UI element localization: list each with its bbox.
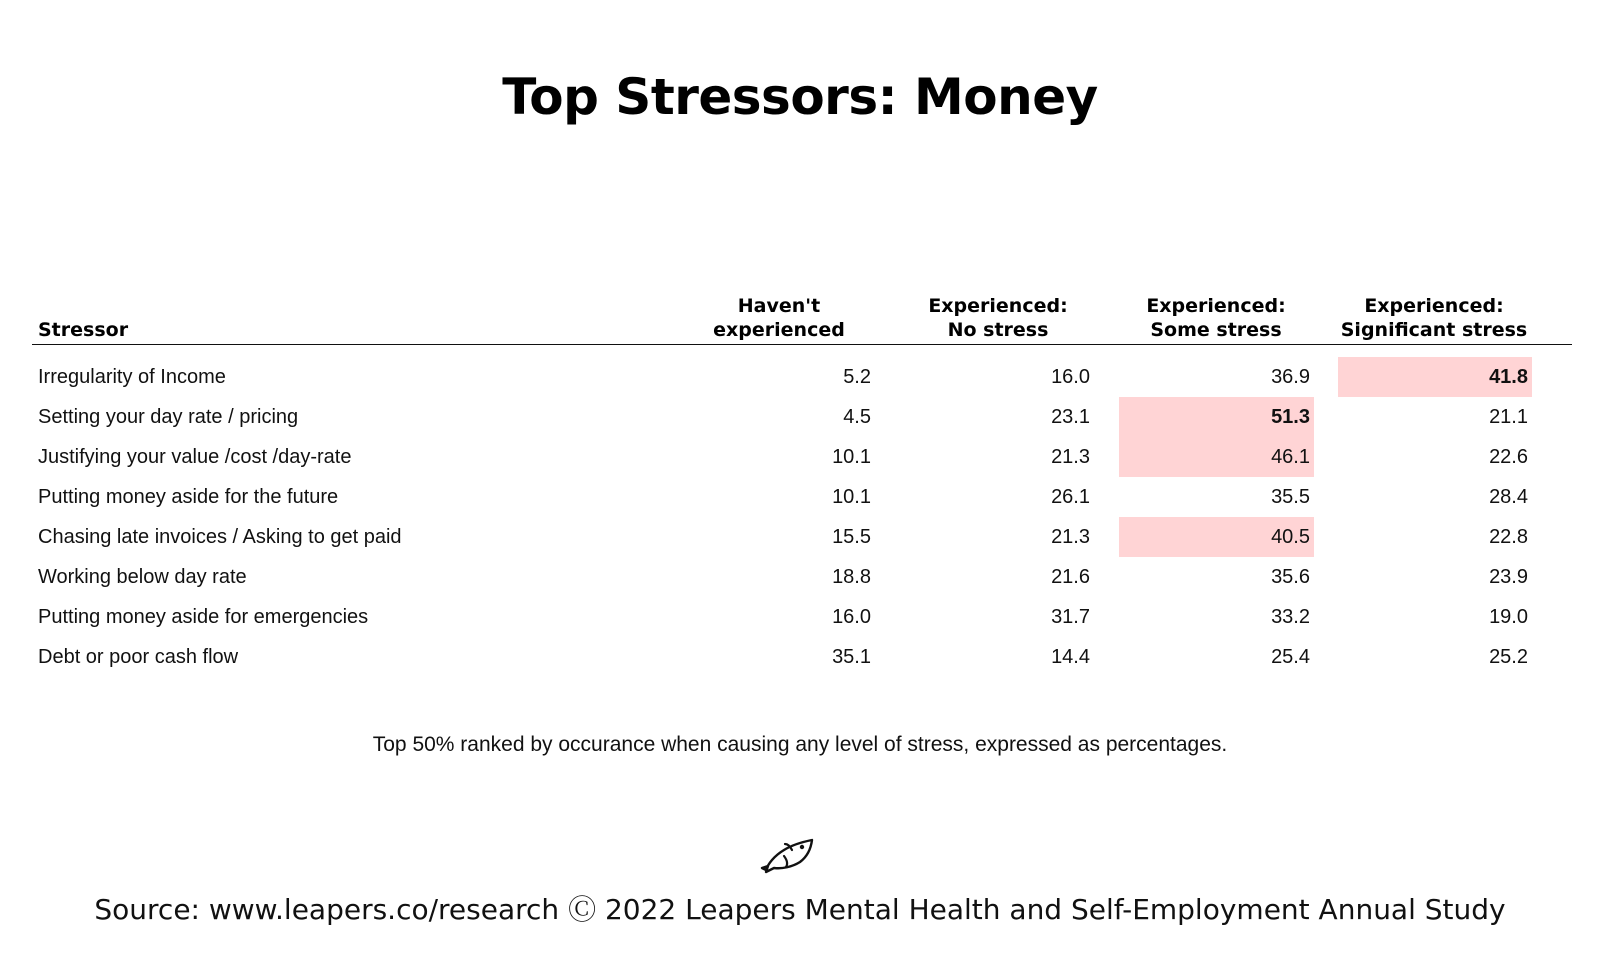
stressor-label: Chasing late invoices / Asking to get paid	[38, 526, 402, 548]
table-row	[32, 637, 1572, 677]
value-cell-havent: 15.5	[832, 526, 871, 548]
stressor-label: Putting money aside for emergencies	[38, 606, 369, 628]
column-header-line: experienced	[713, 319, 845, 341]
value-cell-no-stress: 21.3	[1051, 446, 1090, 468]
column-header-line: Significant stress	[1340, 319, 1528, 341]
stressor-label: Setting your day rate / pricing	[38, 406, 299, 428]
table-body	[32, 357, 1572, 677]
chart-title: Top Stressors: Money	[502, 68, 1098, 126]
fish-icon	[758, 834, 816, 878]
value-cell-no-stress: 26.1	[1051, 486, 1090, 508]
column-header-line: Some stress	[1150, 319, 1282, 341]
value-cell-some-stress: 46.1	[1119, 437, 1314, 477]
value-cell-some-stress: 35.6	[1271, 566, 1310, 588]
stressor-label: Working below day rate	[38, 566, 247, 588]
value-cell-some-stress: 35.5	[1271, 486, 1310, 508]
value-cell-no-stress: 14.4	[1051, 646, 1090, 668]
table-row	[32, 557, 1572, 597]
value-cell-significant: 22.8	[1489, 526, 1528, 548]
column-header-some-stress	[1096, 294, 1336, 342]
value-cell-some-stress: 51.3	[1119, 397, 1314, 437]
value-cell-havent: 4.5	[843, 406, 871, 428]
value-cell-significant: 22.6	[1489, 446, 1528, 468]
table-row	[32, 477, 1572, 517]
value-cell-havent: 35.1	[832, 646, 871, 668]
value-cell-havent: 5.2	[843, 366, 871, 388]
value-cell-no-stress: 31.7	[1051, 606, 1090, 628]
column-header-line: Experienced:	[1146, 295, 1286, 317]
stressor-label: Putting money aside for the future	[38, 486, 339, 508]
table-row	[32, 397, 1572, 437]
table-row	[32, 357, 1572, 397]
table-row	[32, 517, 1572, 557]
value-cell-significant: 21.1	[1489, 406, 1528, 428]
table-header	[32, 290, 1572, 345]
value-cell-some-stress: 33.2	[1271, 606, 1310, 628]
value-cell-significant: 28.4	[1489, 486, 1528, 508]
column-header-no-stress	[878, 294, 1118, 342]
column-header-line: Experienced:	[1364, 295, 1504, 317]
stressor-label: Justifying your value /cost /day-rate	[38, 446, 352, 468]
value-cell-no-stress: 21.3	[1051, 526, 1090, 548]
stressor-label: Irregularity of Income	[38, 366, 226, 388]
column-header-havent	[659, 294, 899, 342]
value-cell-havent: 18.8	[832, 566, 871, 588]
value-cell-significant: 23.9	[1489, 566, 1528, 588]
column-header-line: Experienced:	[928, 295, 1068, 317]
value-cell-no-stress: 21.6	[1051, 566, 1090, 588]
value-cell-some-stress: 40.5	[1119, 517, 1314, 557]
stressor-label: Debt or poor cash flow	[38, 646, 239, 668]
value-cell-no-stress: 16.0	[1051, 366, 1090, 388]
column-header-stressor	[38, 318, 128, 342]
value-cell-havent: 10.1	[832, 486, 871, 508]
table-row	[32, 597, 1572, 637]
value-cell-significant: 25.2	[1489, 646, 1528, 668]
value-cell-some-stress: 36.9	[1271, 366, 1310, 388]
column-header-line: Stressor	[38, 319, 129, 341]
column-header-line: Haven't	[737, 295, 821, 317]
value-cell-havent: 16.0	[832, 606, 871, 628]
column-header-significant	[1314, 294, 1554, 342]
table-row	[32, 437, 1572, 477]
value-cell-significant: 41.8	[1338, 357, 1532, 397]
value-cell-no-stress: 23.1	[1051, 406, 1090, 428]
value-cell-some-stress: 25.4	[1271, 646, 1310, 668]
footnote: Top 50% ranked by occurance when causing any level of stress, expressed as percentages.	[372, 733, 1228, 756]
value-cell-significant: 19.0	[1489, 606, 1528, 628]
column-header-line: No stress	[947, 319, 1049, 341]
source-credit: Source: www.leapers.co/research Ⓒ 2022 Leapers Mental Health and Self-Employment Annual Study	[94, 893, 1506, 926]
value-cell-havent: 10.1	[832, 446, 871, 468]
stressor-table	[32, 290, 1572, 677]
